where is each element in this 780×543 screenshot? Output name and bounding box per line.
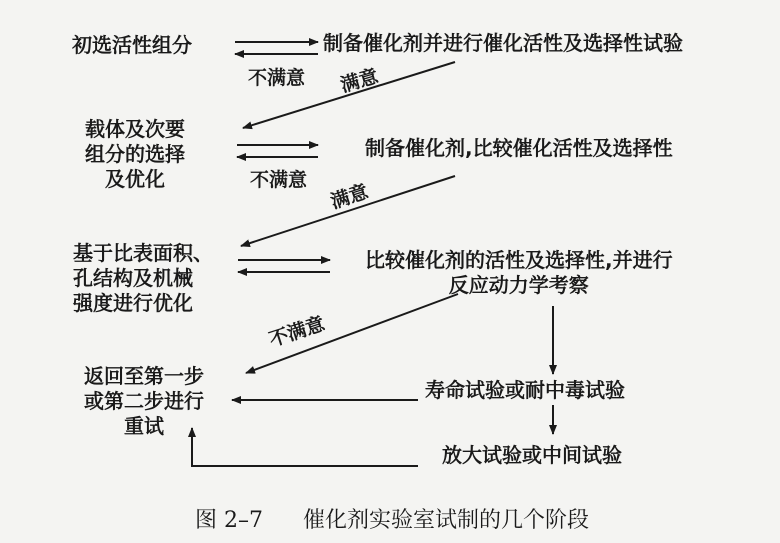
step-kinetics-study: 比较催化剂的活性及选择性,并进行 反应动力学考察 xyxy=(365,248,673,297)
label-unsatisfied-1: 不满意 xyxy=(248,67,306,89)
step-initial-screening: 初选活性组分 xyxy=(72,33,192,57)
step-prepare-test-activity: 制备催化剂并进行催化活性及选择性试验 xyxy=(323,31,683,55)
arrow-scaleup-to-retry xyxy=(192,428,418,466)
step-support-selection: 载体及次要 组分的选择 及优化 xyxy=(85,117,185,191)
step-compare-activity: 制备催化剂,比较催化活性及选择性 xyxy=(365,136,673,160)
step-retry: 返回至第一步 或第二步进行 重试 xyxy=(84,364,204,438)
label-unsatisfied-3: 不满意 xyxy=(266,312,328,352)
figure-number: 图 2–7 xyxy=(195,508,263,533)
label-unsatisfied-2: 不满意 xyxy=(250,169,308,191)
label-satisfied-2: 满意 xyxy=(327,180,371,214)
step-scale-up: 放大试验或中间试验 xyxy=(442,443,622,467)
figure-caption xyxy=(195,503,589,534)
figure-title: 催化剂实验室试制的几个阶段 xyxy=(303,508,590,533)
step-life-test: 寿命试验或耐中毒试验 xyxy=(425,378,625,402)
label-satisfied-1: 满意 xyxy=(338,65,381,97)
step-surface-optimization: 基于比表面积、 孔结构及机械 强度进行优化 xyxy=(73,241,213,315)
